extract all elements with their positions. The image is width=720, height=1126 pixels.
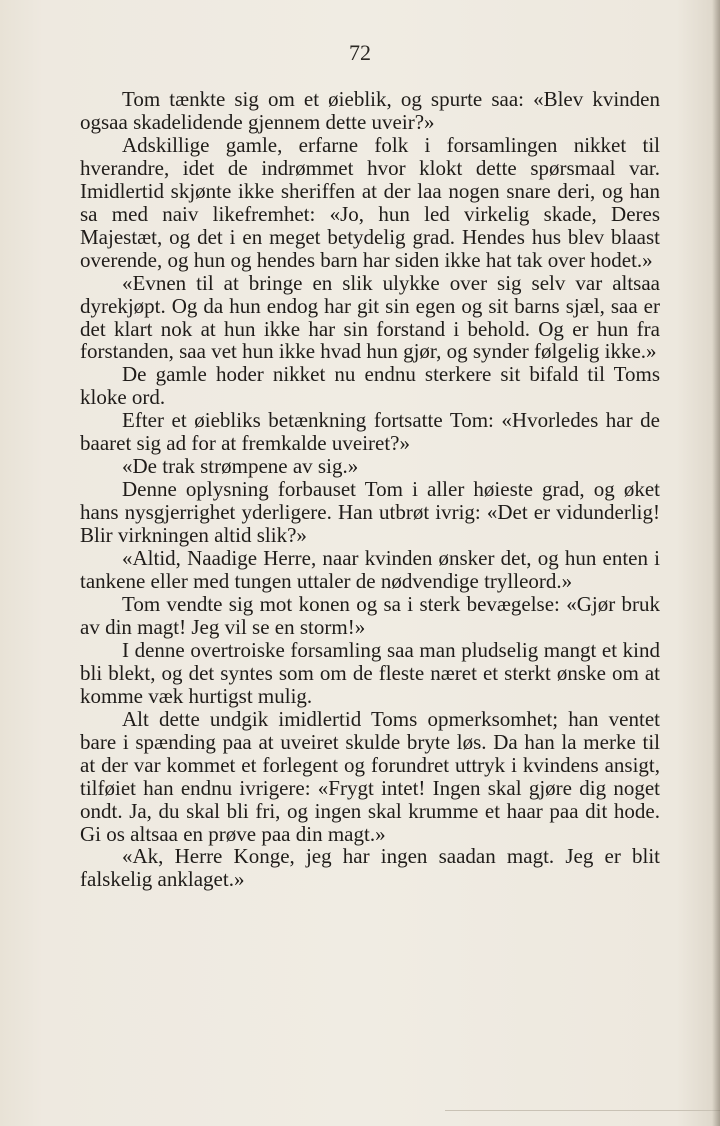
paragraph: Denne oplysning forbauset Tom i aller høieste grad, og øket hans nysgjerrighet yderligere. Han utbrøt ivrig: «Det er vidunderlig! Blir virkningen altid slik?» <box>80 477 660 548</box>
body-text <box>80 88 660 891</box>
paragraph: Tom tænkte sig om et øieblik, og spurte saa: «Blev kvinden ogsaa skadelidende gjennem dette uveir?» <box>80 87 660 134</box>
paragraph: Efter et øiebliks betænkning fortsatte Tom: «Hvorledes har de baaret sig ad for at fremkalde uveiret?» <box>80 408 660 456</box>
paragraph: «Ak, Herre Konge, jeg har ingen saadan magt. Jeg er blit falskelig anklaget.» <box>80 844 660 892</box>
paragraph: «Evnen til at bringe en slik ulykke over sig selv var altsaa dyrekjøpt. Og da hun endog har git sin egen og sit barns sjæl, saa er det klart nok at hun ikke har sin forstand i behold. Og er hun fra forstanden, saa vet hun ikke hvad hun gjør, og synder følgelig ikke.» <box>80 270 660 364</box>
paragraph: «Altid, Naadige Herre, naar kvinden ønsker det, og hun enten i tankene eller med tungen uttaler de nødvendige trylleord.» <box>80 546 660 594</box>
paragraph: «De trak strømpene av sig.» <box>122 454 359 479</box>
page-edge-shadow <box>712 0 720 1126</box>
page-number: 72 <box>349 40 371 65</box>
page-edge-line <box>445 1110 720 1111</box>
paragraph: Adskillige gamle, erfarne folk i forsamlingen nikket til hverandre, idet de indrømmet hvor klokt dette spørsmaal var. Imidlertid skjønte ikke sheriffen at der laa nogen snare deri, og han sa med naiv likefremhet: «Jo, hun led virkelig skade, Deres Majestæt, og det i en meget betydelig grad. Hendes hus blev blaast overende, og hun og hendes barn har siden ikke hat tak over hodet.» <box>80 132 660 272</box>
paragraph: Alt dette undgik imidlertid Toms opmerksomhet; han ventet bare i spænding paa at uveiret skulde bryte løs. Da han la merke til at der var kommet et forlegent og forundret uttryk i kvindens ansigt, tilføiet han endnu ivrigere: «Frygt intet! Ingen skal gjøre dig noget ondt. Ja, du skal bli fri, og ingen skal krumme et haar paa dit hode. Gi os altsaa en prøve paa din magt.» <box>80 706 660 846</box>
paragraph: De gamle hoder nikket nu endnu sterkere sit bifald til Toms kloke ord. <box>80 362 660 410</box>
paragraph: Tom vendte sig mot konen og sa i sterk bevægelse: «Gjør bruk av din magt! Jeg vil se en storm!» <box>80 591 660 639</box>
paragraph: I denne overtroiske forsamling saa man pludselig mangt et kind bli blekt, og det syntes som om de fleste næret et sterkt ønske om at komme væk hurtigst mulig. <box>80 637 660 708</box>
